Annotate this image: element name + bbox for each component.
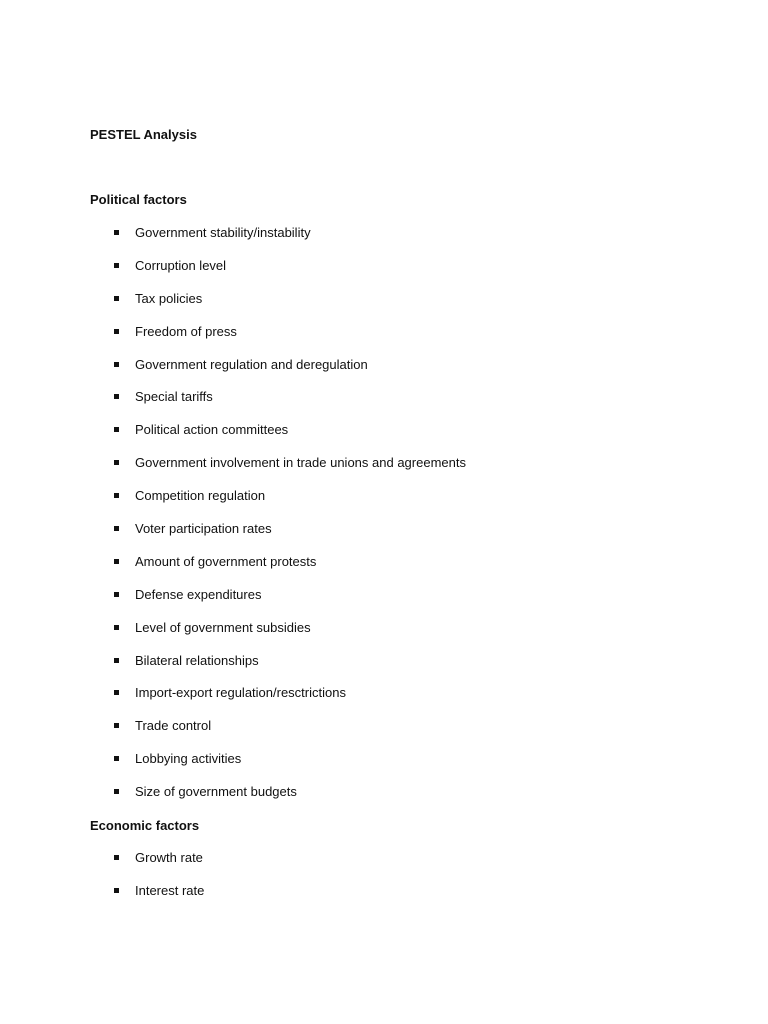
document-title: PESTEL Analysis [90,127,197,142]
list-item-text: Size of government budgets [135,784,297,800]
list-item-text: Government involvement in trade unions and agreements [135,455,466,471]
list-item-text: Corruption level [135,257,227,273]
square-bullet-icon [114,460,119,465]
square-bullet-icon [114,427,119,432]
list-item-text: Tax policies [135,290,203,306]
square-bullet-icon [114,723,119,728]
square-bullet-icon [114,493,119,498]
list-item-text: Defense expenditures [135,586,262,602]
section-heading-political: Political factors [90,192,187,207]
list-item-text: Level of government subsidies [135,619,311,635]
list-item-text: Growth rate [135,850,203,865]
list-item-text: Lobbying activities [135,751,242,767]
square-bullet-icon [114,329,119,334]
square-bullet-icon [114,658,119,663]
list-item-text: Bilateral relationships [135,652,259,668]
square-bullet-icon [114,394,119,399]
list-item-text: Competition regulation [135,488,266,504]
square-bullet-icon [114,362,119,367]
square-bullet-icon [114,855,119,860]
square-bullet-icon [114,789,119,794]
list-item-text: Government regulation and deregulation [135,356,368,372]
list-item-text: Voter participation rates [135,521,272,537]
list-item-text: Political action committees [135,422,289,438]
square-bullet-icon [114,592,119,597]
square-bullet-icon [114,888,119,893]
list-item-text: Import-export regulation/resctrictions [135,685,346,701]
square-bullet-icon [114,559,119,564]
list-item-text: Interest rate [135,882,205,898]
square-bullet-icon [114,296,119,301]
square-bullet-icon [114,625,119,630]
square-bullet-icon [114,230,119,235]
square-bullet-icon [114,526,119,531]
list-item-text: Government stability/instability [135,225,311,240]
square-bullet-icon [114,756,119,761]
list-item-text: Trade control [135,718,212,734]
list-item-text: Freedom of press [135,323,237,339]
square-bullet-icon [114,690,119,695]
list-item-text: Amount of government protests [135,553,317,569]
section-heading-economic: Economic factors [90,818,200,833]
square-bullet-icon [114,263,119,268]
list-item-text: Special tariffs [135,389,213,405]
